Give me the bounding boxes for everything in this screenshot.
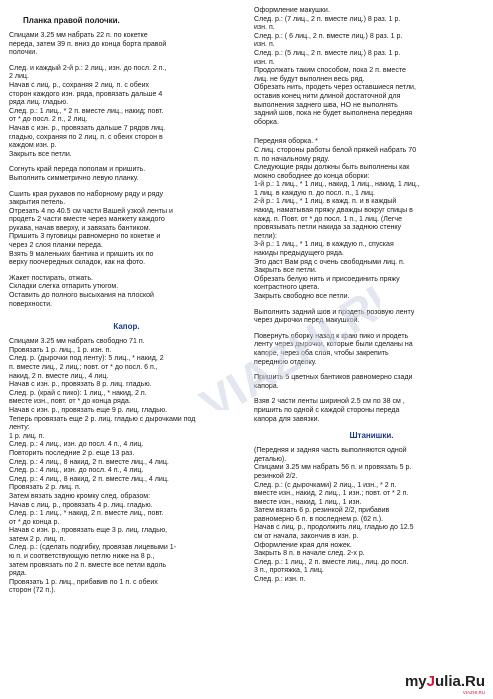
paragraph — [254, 309, 489, 326]
text-line: Взяв 2 части ленты шириной 2.5 см по 38 см , — [254, 398, 405, 406]
text-line: п. вместе лиц., 2 лиц.; повт. от * до посл. 6 п., — [9, 364, 158, 371]
text-line: накид, наматывая пряжу дважды вокруг спицы в — [254, 207, 413, 215]
text-line: ленту через дырочки, которые были сделаны на — [254, 341, 413, 349]
left-column — [9, 0, 244, 603]
text-line: Оформление макушки. — [254, 7, 330, 14]
paragraph — [254, 398, 489, 424]
text-line: изн. п. — [254, 24, 275, 32]
text-line: Провязать 1 р. лиц., прибавив по 1 п. с обеих — [9, 578, 158, 586]
text-line: петли): — [254, 232, 277, 240]
text-line: затем 2 р. лиц. п. — [9, 535, 66, 543]
text-line: задний шов, пока не будет выполнена передняя — [254, 110, 413, 118]
text-line: 1 р. лиц. п. — [9, 432, 45, 440]
text-line: След. р.: 1 лиц., * накид, 2 п. вместе лиц., повт. — [9, 510, 164, 518]
text-line: от * до конца р. — [9, 518, 60, 526]
text-line: накиды предыдущего ряда. — [254, 250, 344, 258]
watermark-text: VIAZHI.RU — [191, 264, 380, 410]
text-line: накид, 2 п. вместе лиц., 4 лиц. — [9, 372, 109, 380]
text-line: Начав с изн. р., провязать еще 3 р. лиц. гладью, — [9, 527, 168, 535]
text-line: След. р.: (5 лиц., 2 п. вместе лиц.) 8 раз. 1 р. — [254, 49, 401, 57]
text-line: След. р.: 4 лиц., 8 накид, 2 п. вместе лиц., 4 лиц. — [9, 458, 169, 466]
text-line: Закрыть все петли. — [9, 150, 72, 158]
text-line: от * до посл. 2 п., 2 лиц. — [9, 116, 88, 124]
text-line: капора. — [254, 382, 279, 390]
text-line: капоре, через оба слоя, чтобы закрепить — [254, 349, 389, 357]
text-line: переда, затем 39 п. вниз до конца борта правой — [9, 40, 167, 48]
text-line: С лиц. стороны работы белой пряжей набрать 70 — [254, 146, 417, 154]
text-line: 3 п., протяжка, 1 лиц. — [254, 567, 324, 575]
text-line: 1 лиц. в каждую п. до посл. п., 1 лиц. — [254, 189, 375, 197]
text-line: Повернуть оборку назад к краю пико и продеть — [254, 332, 409, 340]
text-line: След. р. (край с пико): 1 лиц., * накид, 2 п. — [9, 389, 147, 397]
text-line: След. р.: (7 лиц., 2 п. вместе лиц.) 8 раз. 1 р. — [254, 15, 401, 23]
text-line: сторон (72 п.). — [9, 587, 56, 595]
text-line: ленту: — [9, 424, 30, 432]
paragraph — [9, 338, 244, 596]
paragraph — [9, 275, 244, 309]
paragraph — [254, 7, 489, 127]
text-line: Затем вязать задню кромку след. образом: — [9, 492, 151, 500]
text-line: След. р.: (с дырочками) 2 лиц., 1 изн., * 2 п. — [254, 481, 397, 489]
right-column — [254, 0, 489, 592]
text-line: След. р.: 4 лиц., изн. до посл. 4 п., 4 лиц. — [9, 441, 144, 449]
text-line: Начав с изн. р., провязать еще 9 р. лиц. гладью. — [9, 406, 168, 414]
text-line: закрытия петель. — [9, 199, 66, 207]
text-line: Складки слегка отпарить утюгом. — [9, 283, 119, 291]
text-line: изн. п. — [254, 41, 275, 49]
text-line: капора для завязки. — [254, 415, 320, 423]
text-line: Повторить последние 2 р. еще 13 раз. — [9, 449, 135, 457]
text-line: ряда. — [9, 570, 27, 578]
section-title-pants: Штанишки. — [349, 431, 394, 441]
text-line: (Передняя и задняя часть выполняются одной — [254, 447, 407, 455]
text-line: 3-й р.: 1 лиц., * 1 лиц. в каждую п., спуская — [254, 241, 394, 249]
text-line: ю п. и соответствующую петлю ниже на 8 р., — [9, 553, 155, 561]
text-line: Сшить края рукавов по наборному ряду и ряду — [9, 190, 164, 198]
text-line: Оставить до полного высыхания на плоской — [9, 292, 154, 300]
text-line: Спицами 3.25 мм набрать 22 п. по кокетке — [9, 32, 148, 39]
text-line: След. р.: 4 лиц., изн. до посл. 4 п., 4 лиц. — [9, 467, 144, 475]
text-line: полочки. — [9, 49, 38, 57]
text-line: Жакет постирать, отжать. — [9, 274, 94, 282]
text-line: провязывать петли накида за заднюю стенку — [254, 224, 402, 232]
text-line: След. р. (дырочки под ленту): 5 лиц., * накид, 2 — [9, 355, 164, 363]
text-line: Оформление края для ножек. — [254, 541, 352, 549]
text-line: Продолжать таким способом, пока 2 п. вместе — [254, 67, 406, 75]
text-line: ряда лиц. гладью. — [9, 99, 69, 107]
text-line: Закрыть все петли. — [254, 267, 317, 275]
paragraph — [9, 191, 244, 268]
text-line: сторон каждого изн. ряда, провязать дальше 4 — [9, 90, 163, 98]
paragraph — [9, 32, 244, 58]
text-line: поверхности. — [9, 300, 53, 308]
text-line: через дырочки перед макушкой. — [254, 317, 360, 325]
text-line: Обрезать нить, продеть через оставшиеся петли, — [254, 84, 416, 92]
text-line: Начав с лиц. р., сохраняя 2 лиц. п. с обеих — [9, 81, 150, 89]
text-line: След. р.: изн. п. — [254, 576, 306, 584]
text-line: затем провязать по 2 п. вместе все петли вдоль — [9, 561, 167, 569]
text-line: Теперь провязать еще 2 р. лиц. гладью с дырочками под — [9, 415, 196, 423]
text-line: вместе изн., накид, 1 лиц., 1 изн. — [254, 498, 362, 506]
text-line: Закрыть 8 п. в начале след. 2-х р. — [254, 550, 365, 558]
logo-subtext: VIAZHI.RU — [462, 690, 485, 695]
text-line: Провязать 1 р. лиц., 1 р. изн. п. — [9, 346, 112, 354]
text-line: рукава, начав вверху, и завязать бантиком. — [9, 224, 151, 232]
text-line: вместе изн., накид, 2 лиц., 1 изн.; повт. от * 2 п. — [254, 490, 409, 498]
text-line: Выполнить задний шов и продеть розовую ленту — [254, 308, 415, 316]
text-line: продеть 2 части вместе через манжету каждого — [9, 216, 165, 224]
text-line: кажд. п. Повт. от * до посл. 1 п., 1 лиц. (Легче — [254, 215, 402, 223]
text-line: оборка. — [254, 118, 279, 126]
text-line: резинкой 2/2. — [254, 472, 298, 480]
text-line: Начав с изн. р., провязать дальше 7 рядов лиц. — [9, 124, 166, 132]
text-line: Обрезать белую нить и присоединить пряжу — [254, 275, 400, 283]
paragraph — [254, 447, 489, 585]
paragraph — [9, 65, 244, 160]
site-logo — [405, 673, 485, 695]
logo-text: myJulia.Ru — [404, 673, 485, 690]
text-line: Начав с лиц. р., продолжить лиц. гладью до 12.5 — [254, 524, 414, 532]
text-line: Выполнить симметрично левую планку. — [9, 174, 139, 182]
text-line: оставив конец нити длиной достаточной для — [254, 92, 401, 100]
text-line: верху поочередных складок, как на фото. — [9, 259, 146, 267]
text-line: Пришить 3 пуговицы равномерно по кокетке и — [9, 233, 161, 241]
text-line: Передняя оборка. * — [254, 138, 318, 146]
text-line: гладью, сохраняя по 2 лиц. п. с обеих сторон в — [9, 133, 163, 141]
paragraph — [254, 138, 489, 301]
text-line: см от начала, закончив в изн. р. — [254, 533, 359, 541]
paragraph — [254, 333, 489, 367]
text-line: 1-й р.: 1 лиц., * 1 лиц., накид, 1 лиц., накид, 1 лиц., — [254, 181, 420, 189]
text-line: деталью). — [254, 455, 287, 463]
text-line: Начав с изн. р., провязать 8 р. лиц. гладью. — [9, 381, 152, 389]
text-line: Начав с лиц. р., провязать 4 р. лиц. гладью. — [9, 501, 153, 509]
text-line: 2 лиц. — [9, 73, 29, 81]
text-line: 2-й р.: 1 лиц., * 1 лиц. в кажд. п. и в каждый — [254, 198, 397, 206]
text-line: пришить по одной с каждой стороны переда — [254, 406, 400, 414]
text-line: переднюю отделку. — [254, 358, 317, 366]
text-line: равномерно 6 п. в последнем р. (62 п.). — [254, 515, 384, 523]
text-line: Спицами 3.25 мм набрать свободно 71 п. — [9, 338, 145, 346]
text-line: вместе изн., повт. от * до конца ряда. — [9, 398, 131, 406]
text-line: Отрезать 4 по 40.5 см части Вашей узкой ленты и — [9, 207, 173, 215]
paragraph — [9, 166, 244, 183]
text-line: След. и каждый 2-й р.: 2 лиц., изн. до посл. 2 п., — [9, 64, 167, 72]
text-line: След. р.: 1 лиц., * 2 п. вместе лиц., накид; повт. — [9, 107, 164, 115]
text-line: п. по начальному ряду. — [254, 155, 330, 163]
text-line: Закрыть свободно все петли. — [254, 293, 350, 300]
text-line: Следующие ряды должны быть выполнены как — [254, 164, 410, 172]
text-line: Это даст Вам ряд с очень свободными лиц. п. — [254, 258, 405, 266]
text-line: Затем вязать 6 р. резинкой 2/2, прибавив — [254, 507, 390, 515]
text-line: Пришить 5 цветных бантиков равномерно сзади — [254, 374, 413, 382]
text-line: Взять 9 маленьких бантика и пришить их по — [9, 250, 154, 258]
section-title-bonnet: Капор. — [113, 322, 140, 332]
text-line: Провязать 2 р. лиц. п. — [9, 484, 81, 492]
text-line: через 2 слоя планки переда. — [9, 242, 103, 250]
text-line: След. р.: ( 6 лиц., 2 п. вместе лиц.) 8 раз. 1 р. — [254, 32, 403, 40]
text-line: можно свободнее до конца оборки: — [254, 172, 370, 180]
text-line: лиц. не будут выполнен весь ряд. — [254, 75, 365, 83]
text-line: изн. п. — [254, 58, 275, 66]
text-line: контрастного цвета. — [254, 284, 320, 292]
text-line: След. р.: 1 лиц., 2 п. вместе лиц., лиц. до посл. — [254, 558, 409, 566]
text-line: Спицами 3.25 мм набрать 56 п. и провязать 5 р. — [254, 464, 412, 472]
text-line: След. р.: 4 лиц., 8 накид, 2 п. вместе лиц., 4 лиц. — [9, 475, 169, 483]
paragraph — [254, 374, 489, 391]
text-line: След. р.: (сделать подгибку, провязав лицевыми 1- — [9, 544, 177, 552]
section-title-placket: Планка правой полочки. — [23, 16, 120, 25]
text-line: Согнуть край переда пополам и пришить. — [9, 166, 146, 174]
text-line: каждом изн. р. — [9, 142, 57, 150]
text-line: выполнения заднего шва, НО не выполнять — [254, 101, 398, 109]
